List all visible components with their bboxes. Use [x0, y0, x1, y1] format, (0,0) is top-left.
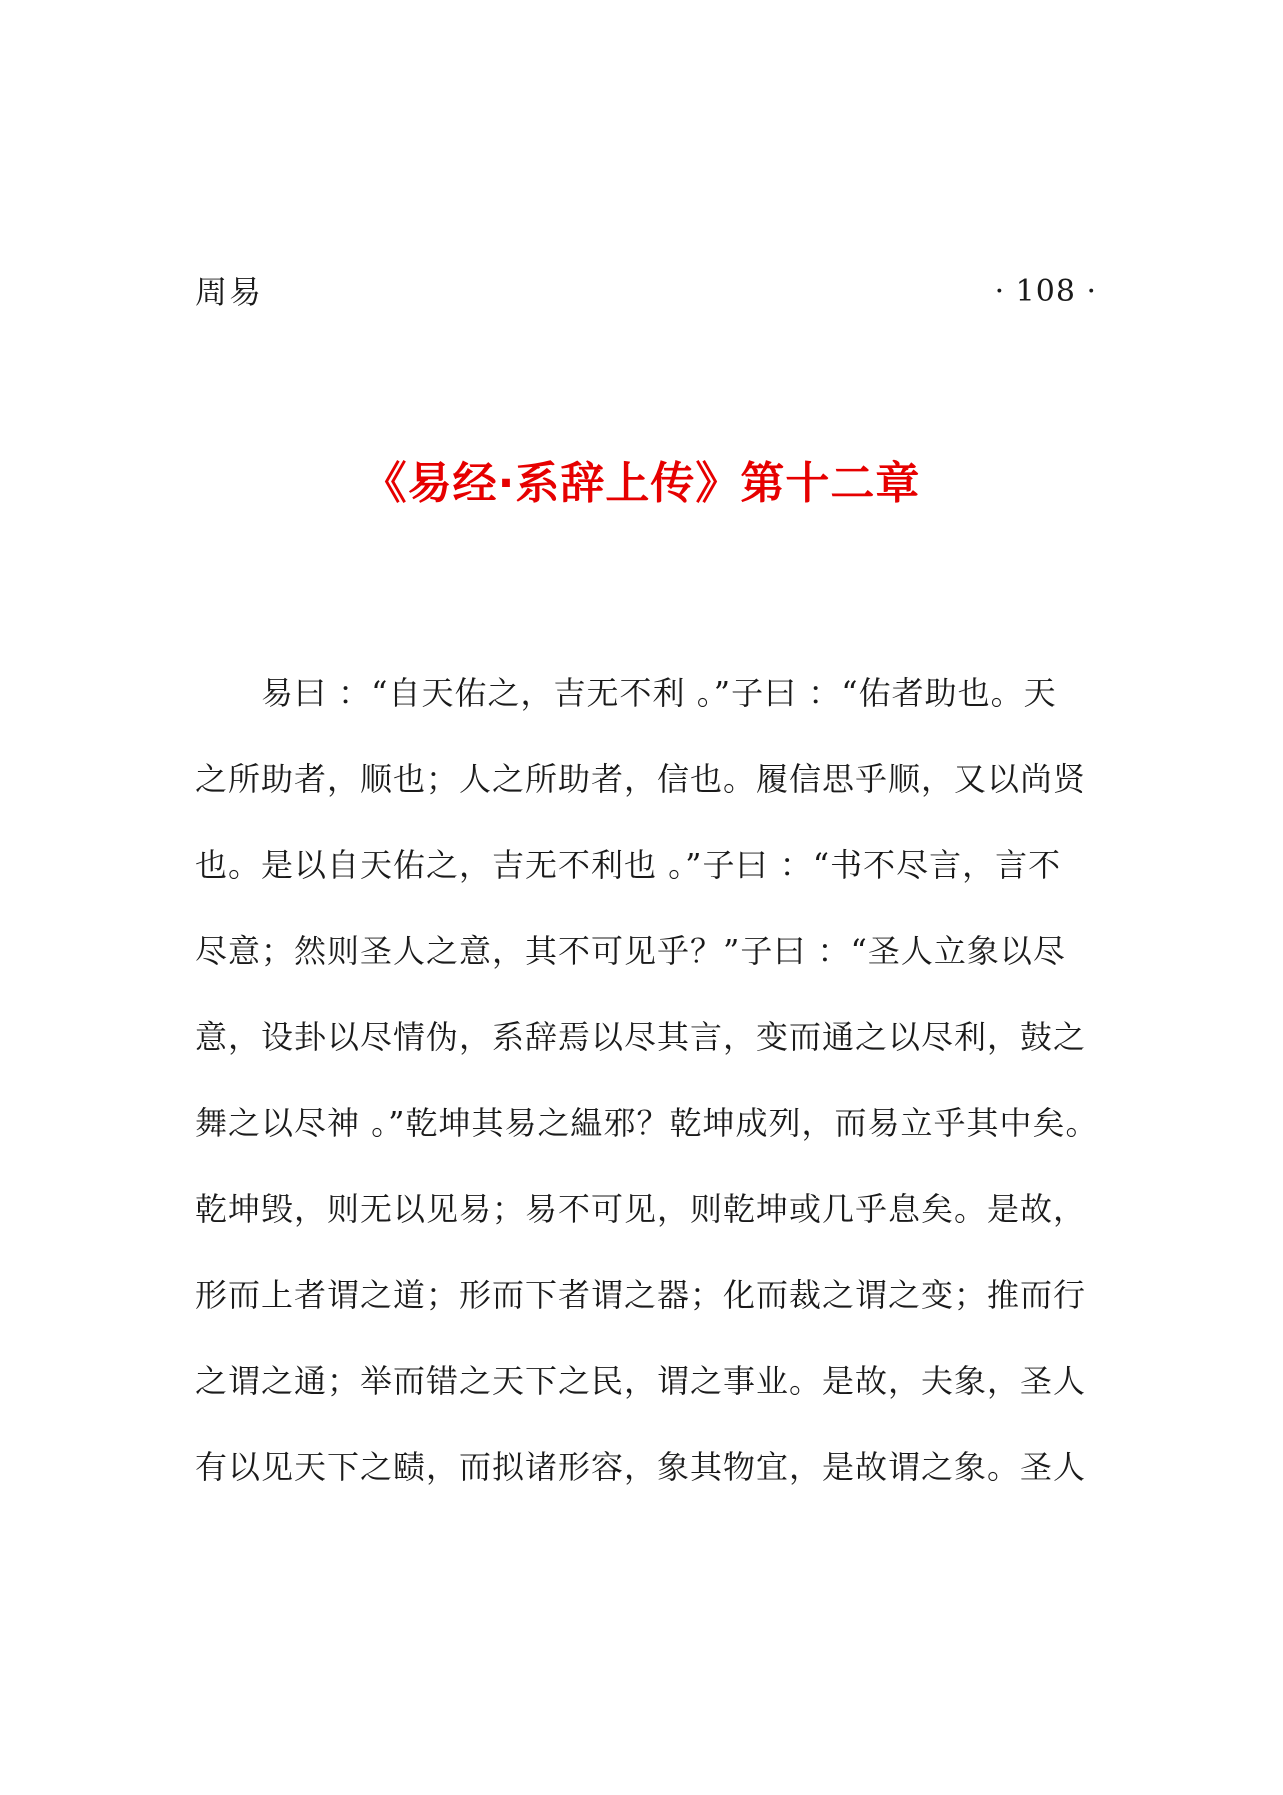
body-paragraph: [195, 650, 1110, 1510]
text-line: 有以见天下之赜，而拟诸形容，象其物宜，是故谓之象。圣人: [195, 1448, 1087, 1486]
text-line: 之谓之通；举而错之天下之民，谓之事业。是故，夫象，圣人: [195, 1362, 1087, 1400]
text-line: 之所助者，顺也；人之所助者，信也。履信思乎顺，又以尚贤: [195, 760, 1087, 798]
text-line: 意，设卦以尽情伪，系辞焉以尽其言，变而通之以尽利，鼓之: [195, 1018, 1087, 1056]
running-header-title: 周易: [195, 273, 264, 311]
chapter-title: 《易经·系辞上传》第十二章: [362, 458, 921, 509]
text-line: 形而上者谓之道；形而下者谓之器；化而裁之谓之变；推而行: [195, 1276, 1087, 1314]
text-line: 易曰 ：“自天佑之，吉无不利 。”子曰 ：“佑者助也。天: [195, 674, 1057, 712]
text-line: 乾坤毁，则无以见易；易不可见，则乾坤或几乎息矣。是故，: [195, 1190, 1087, 1228]
text-line: 也。是以自天佑之，吉无不利也 。”子曰 ：“书不尽言，言不: [195, 846, 1062, 884]
text-line: 舞之以尽神 。”乾坤其易之緼邪？乾坤成列，而易立乎其中矣。: [195, 1104, 1099, 1142]
page-number: · 108 ·: [994, 274, 1097, 309]
text-line: 尽意；然则圣人之意，其不可见乎？”子曰 ：“圣人立象以尽: [195, 932, 1066, 970]
